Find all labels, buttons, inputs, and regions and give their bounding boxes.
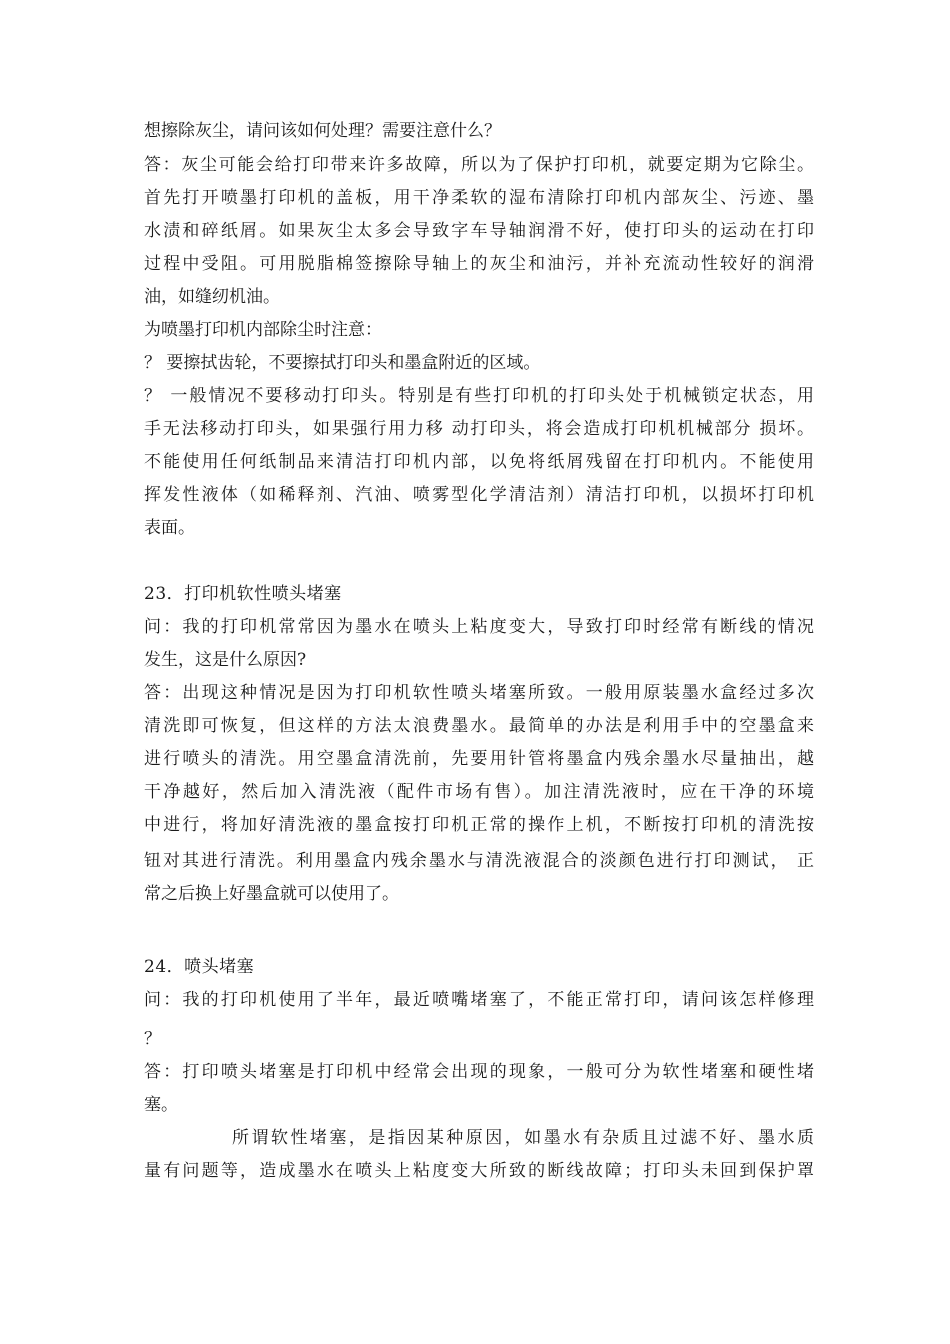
question-mark: ？ (144, 1029, 161, 1049)
answer-line: 干净越好，然后加入清洗液（配件市场有售）。加注清洗液时，应在干净的环境 (144, 782, 814, 802)
answer-line: 油，如缝纫机油。 (144, 287, 280, 307)
answer-line: 清洗即可恢复，但这样的方法太浪费墨水。最简单的办法是利用手中的空墨盒来 (144, 716, 814, 736)
answer-line: 中进行，将加好清洗液的墨盒按打印机正常的操作上机，不断按打印机的清洗按 (144, 815, 814, 835)
note-line: 手无法移动打印头，如果强行用力移 动打印头，将会造成打印机机械部分 损坏。 (144, 419, 814, 439)
question-line: 问：我的打印机使用了半年，最近喷嘴堵塞了，不能正常打印，请问该怎样修理 (144, 990, 814, 1010)
section-heading: 23．打印机软性喷头堵塞 (144, 584, 342, 604)
section-heading: 24．喷头堵塞 (144, 957, 255, 977)
note-line: ？ 要擦拭齿轮，不要擦拭打印头和墨盒附近的区域。 (144, 353, 541, 373)
answer-line: 钮对其进行清洗。利用墨盒内残余墨水与清洗液混合的淡颜色进行打印测试， 正 (144, 851, 814, 871)
answer-line: 常之后换上好墨盒就可以使用了。 (144, 884, 399, 904)
note-line: 不能使用任何纸制品来清洁打印机内部，以免将纸屑残留在打印机内。不能使用 (144, 452, 814, 472)
question-tail: 想擦除灰尘，请问该如何处理？需要注意什么？ (144, 121, 501, 141)
answer-line: 答：打印喷头堵塞是打印机中经常会出现的现象，一般可分为软性堵塞和硬性堵 (144, 1062, 814, 1082)
answer-line: 水渍和碎纸屑。如果灰尘太多会导致字车导轴润滑不好，使打印头的运动在打印 (144, 221, 814, 241)
note-line: ？ 一般情况不要移动打印头。特别是有些打印机的打印头处于机械锁定状态，用 (144, 386, 814, 406)
paragraph-line: 量有问题等，造成墨水在喷头上粘度变大所致的断线故障；打印头未回到保护罩 (144, 1161, 814, 1181)
note-line: 挥发性液体（如稀释剂、汽油、喷雾型化学清洁剂）清洁打印机，以损坏打印机 (144, 485, 814, 505)
answer-line: 过程中受阻。可用脱脂棉签擦除导轴上的灰尘和油污，并补充流动性较好的润滑 (144, 254, 814, 274)
answer-line: 进行喷头的清洗。用空墨盒清洗前，先要用针管将墨盒内残余墨水尽量抽出，越 (144, 749, 814, 769)
note-line: 表面。 (144, 518, 195, 538)
answer-line: 塞。 (144, 1095, 178, 1115)
answer-line: 答：灰尘可能会给打印带来许多故障，所以为了保护打印机，就要定期为它除尘。 (144, 155, 814, 175)
paragraph-line: 所谓软性堵塞，是指因某种原因，如墨水有杂质且过滤不好、墨水质 (232, 1128, 814, 1148)
notes-title: 为喷墨打印机内部除尘时注意： (144, 320, 382, 340)
answer-line: 首先打开喷墨打印机的盖板，用干净柔软的湿布清除打印机内部灰尘、污迹、墨 (144, 188, 814, 208)
question-line: 问：我的打印机常常因为墨水在喷头上粘度变大，导致打印时经常有断线的情况 (144, 617, 814, 637)
answer-line: 答：出现这种情况是因为打印机软性喷头堵塞所致。一般用原装墨水盒经过多次 (144, 683, 814, 703)
question-line: 发生，这是什么原因? (144, 650, 307, 670)
